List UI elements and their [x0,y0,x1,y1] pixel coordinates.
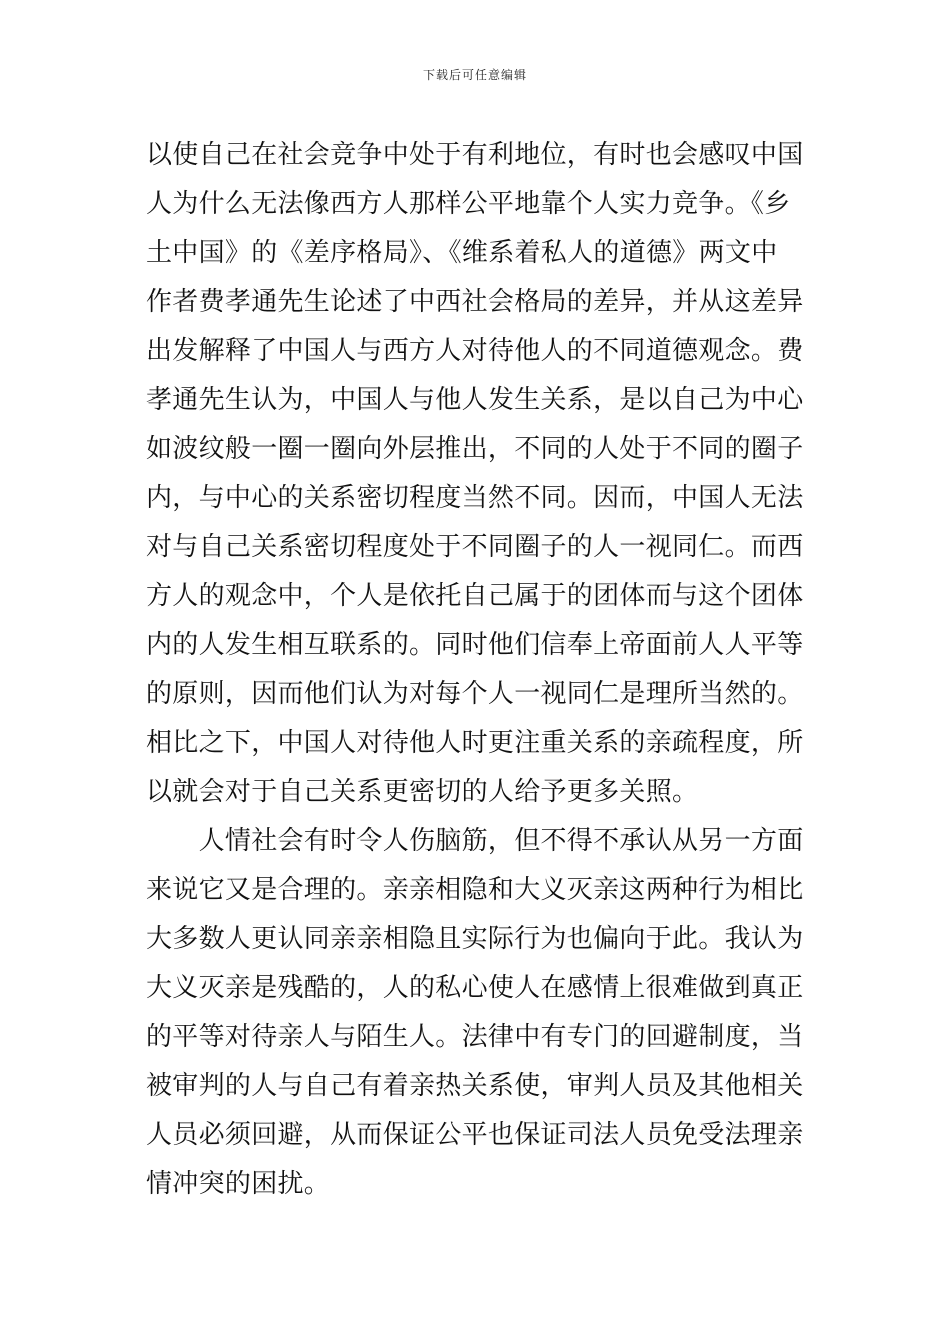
body-text [146,131,806,1209]
text-line: 大义灭亲是残酷的，人的私心使人在感情上很难做到真正 [146,973,804,1003]
text-line: 人员必须回避，从而保证公平也保证司法人员免受法理亲 [146,1120,804,1150]
paragraph-2 [146,817,806,1209]
text-line: 的原则，因而他们认为对每个人一视同仁是理所当然的。 [146,679,804,709]
text-line: 人情社会有时令人伤脑筋，但不得不承认从另一方面 [146,826,804,856]
text-line: 土中国》的《差序格局》、《维系着私人的道德》两文中 [146,238,778,268]
text-line: 以就会对于自己关系更密切的人给予更多关照。 [146,777,699,807]
text-line: 相比之下，中国人对待他人时更注重关系的亲疏程度，所 [146,728,804,758]
text-line: 以使自己在社会竞争中处于有利地位，有时也会感叹中国 [146,140,804,170]
text-line: 孝通先生认为，中国人与他人发生关系，是以自己为中心 [146,385,804,415]
text-line: 方人的观念中，个人是依托自己属于的团体而与这个团体 [146,581,804,611]
text-line: 情冲突的困扰。 [146,1169,331,1199]
text-line: 内的人发生相互联系的。同时他们信奉上帝面前人人平等 [146,630,804,660]
text-line: 对与自己关系密切程度处于不同圈子的人一视同仁。而西 [146,532,804,562]
paragraph-1 [146,131,806,817]
page-header: 下载后可任意编辑 [422,68,527,82]
text-line: 人为什么无法像西方人那样公平地靠个人实力竞争。《乡 [146,189,791,219]
text-line: 大多数人更认同亲亲相隐且实际行为也偏向于此。我认为 [146,924,804,954]
text-line: 出发解释了中国人与西方人对待他人的不同道德观念。费 [146,336,804,366]
text-line: 内，与中心的关系密切程度当然不同。因而，中国人无法 [146,483,804,513]
text-line: 如波纹般一圈一圈向外层推出，不同的人处于不同的圈子 [146,434,804,464]
text-line: 被审判的人与自己有着亲热关系使，审判人员及其他相关 [146,1071,804,1101]
text-line: 来说它又是合理的。亲亲相隐和大义灭亲这两种行为相比 [146,875,804,905]
text-line: 的平等对待亲人与陌生人。法律中有专门的回避制度，当 [146,1022,804,1052]
text-line: 作者费孝通先生论述了中西社会格局的差异，并从这差异 [146,287,804,317]
